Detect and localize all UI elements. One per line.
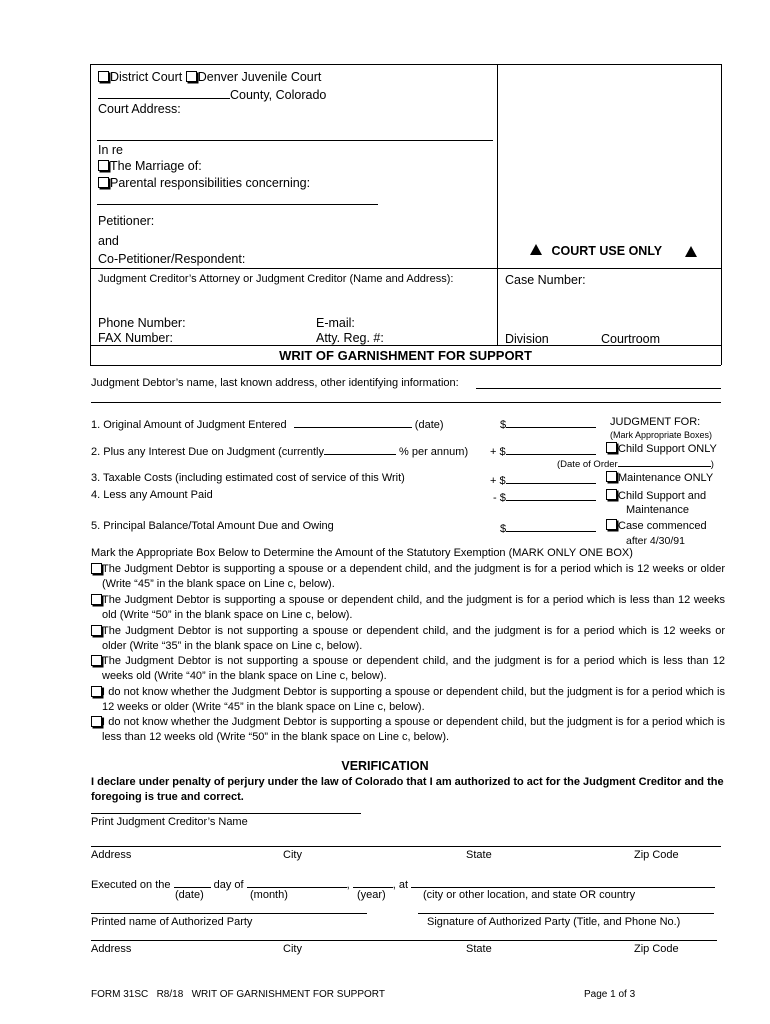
- interest-rate-field[interactable]: [324, 443, 396, 455]
- state-label: State: [466, 849, 492, 861]
- case-commenced-option: [606, 519, 707, 532]
- city-label: City: [283, 849, 302, 861]
- exemption-option: [91, 715, 725, 745]
- parental-option: [98, 176, 310, 190]
- child-support-only-label: Child Support ONLY: [618, 443, 717, 455]
- form-title: WRIT OF GARNISHMENT FOR SUPPORT: [279, 348, 532, 363]
- line1-date-label: (date): [414, 419, 444, 431]
- exemption-text: The Judgment Debtor is not supporting a spouse or dependent child, and the judgment is for a period which is less than 12 weeks old (Write “40” in the blank space on Line c, below).: [102, 655, 725, 682]
- judgment-for-label: JUDGMENT FOR:: [610, 416, 701, 428]
- exemption-option: [91, 654, 725, 684]
- after-date-label: after 4/30/91: [626, 535, 685, 547]
- date-of-order: [557, 457, 714, 470]
- exemption-text: I do not know whether the Judgment Debtor is supporting a spouse or dependent child, but the judgment is for a period which is 12 weeks or older (Write “45” in the blank space on Line c, below).: [102, 686, 725, 713]
- marriage-label: The Marriage of:: [110, 159, 202, 173]
- comma: ,: [392, 879, 396, 891]
- dollar-sign: $: [500, 419, 507, 431]
- verification-declaration: I declare under penalty of perjury under the law of Colorado that I am authorized to act for the Judgment Creditor and the foregoing is true and correct.: [91, 776, 724, 803]
- child-support-only-option: [606, 442, 717, 455]
- mark-boxes-note: (Mark Appropriate Boxes): [610, 430, 713, 440]
- line5-label: 5. Principal Balance/Total Amount Due and Owing: [91, 520, 334, 532]
- footer-form-id: FORM 31SC R8/18 WRIT OF GARNISHMENT FOR SUPPORT: [91, 989, 385, 1000]
- case-number-label: Case Number:: [505, 273, 586, 287]
- address-label: Address: [91, 943, 132, 955]
- petitioner-label: Petitioner:: [98, 214, 155, 228]
- and-label: and: [98, 234, 119, 248]
- respondent-label: Co-Petitioner/Respondent:: [98, 252, 246, 266]
- line3-label: 3. Taxable Costs (including estimated cost of service of this Writ): [91, 472, 405, 484]
- court-selection: [98, 70, 321, 84]
- debtor-label: Judgment Debtor’s name, last known address, other identifying information:: [91, 377, 459, 389]
- child-support-and-option: [606, 489, 706, 502]
- line1-amount-field[interactable]: [506, 416, 596, 428]
- line3-amount: [490, 472, 596, 487]
- printed-name-field[interactable]: [91, 913, 367, 914]
- exemption-heading: Mark the Appropriate Box Below to Determine the Amount of the Statutory Exemption (MARK ONLY ONE BOX): [91, 547, 633, 559]
- address-field[interactable]: [91, 846, 721, 847]
- parties-field[interactable]: [97, 204, 378, 205]
- parental-label: Parental responsibilities concerning:: [110, 176, 311, 190]
- line2-amount-field[interactable]: [506, 443, 596, 455]
- parental-checkbox[interactable]: [98, 177, 109, 188]
- line4-label: 4. Less any Amount Paid: [91, 489, 213, 501]
- party-address-field[interactable]: [91, 940, 717, 941]
- date-caption: (date): [175, 889, 204, 901]
- exemption-text: The Judgment Debtor is supporting a spouse or dependent child, and the judgment is for a period which is less than 12 weeks old (Write “50” in the blank space on Line c, below).: [102, 594, 725, 621]
- exemption-option: [91, 685, 725, 715]
- day-of-label: day of: [213, 879, 244, 891]
- case-commenced-label: Case commenced: [618, 520, 707, 532]
- phone-label: Phone Number:: [98, 316, 186, 330]
- dollar-sign: $: [500, 523, 507, 535]
- maintenance-only-checkbox[interactable]: [606, 471, 617, 482]
- exemption-checkbox[interactable]: [91, 716, 102, 727]
- line1-label: 1. Original Amount of Judgment Entered: [91, 419, 287, 431]
- line-2: [91, 443, 468, 458]
- plus-dollar: + $: [490, 475, 506, 487]
- courtroom-label: Courtroom: [601, 332, 661, 346]
- court-address-field[interactable]: [97, 140, 493, 141]
- marriage-option: [98, 159, 202, 173]
- maintenance-label: Maintenance: [626, 504, 689, 516]
- exemption-text: I do not know whether the Judgment Debtor is supporting a spouse or dependent child, but the judgment is for a period which is less than 12 weeks old (Write “50” in the blank space on Line c, below).: [102, 716, 725, 743]
- child-support-and-checkbox[interactable]: [606, 489, 617, 500]
- atty-reg-label: Atty. Reg. #:: [316, 331, 384, 345]
- signature-label: Signature of Authorized Party (Title, and Phone No.): [427, 916, 681, 928]
- address-label: Address: [91, 849, 132, 861]
- creditor-name-field[interactable]: [91, 813, 361, 814]
- exemption-checkbox[interactable]: [91, 625, 102, 636]
- exec-month-field[interactable]: [247, 876, 347, 888]
- exec-year-field[interactable]: [353, 876, 393, 888]
- attorney-label: Judgment Creditor’s Attorney or Judgment Creditor (Name and Address):: [98, 273, 454, 285]
- exec-date-field[interactable]: [174, 876, 211, 888]
- county-label: County, Colorado: [230, 88, 327, 102]
- exemption-text: The Judgment Debtor is not supporting a spouse or dependent child, and the judgment is for a period which is 12 weeks or older (Write “35” in the blank space on Line c, below).: [102, 625, 725, 652]
- up-triangle-icon: [530, 244, 542, 255]
- email-label: E-mail:: [316, 316, 355, 330]
- print-name-label: Print Judgment Creditor’s Name: [91, 816, 248, 828]
- zip-label: Zip Code: [634, 943, 679, 955]
- maintenance-only-option: [606, 471, 713, 484]
- division-label: Division: [505, 332, 549, 346]
- fax-label: FAX Number:: [98, 331, 174, 345]
- exemption-text: The Judgment Debtor is supporting a spouse or a dependent child, and the judgment is for a period which is 12 weeks or older (Write “45” in the blank space on Line c, below).: [102, 563, 725, 590]
- line1-amount: [500, 416, 596, 431]
- printed-name-label: Printed name of Authorized Party: [91, 916, 253, 928]
- date-of-order-field[interactable]: [618, 457, 711, 467]
- debtor-field-line2[interactable]: [91, 402, 721, 403]
- footer-page-number: Page 1 of 3: [584, 989, 636, 1000]
- exemption-checkbox[interactable]: [91, 655, 102, 666]
- in-re-label: In re: [98, 143, 124, 157]
- location-caption: (city or other location, and state OR country: [423, 889, 636, 901]
- state-label: State: [466, 943, 492, 955]
- maintenance-only-label: Maintenance ONLY: [618, 472, 714, 484]
- line2-amount: [490, 443, 596, 458]
- zip-label: Zip Code: [634, 849, 679, 861]
- signature-field[interactable]: [418, 913, 714, 914]
- year-caption: (year): [357, 889, 386, 901]
- city-label: City: [283, 943, 302, 955]
- district-court-label: District Court: [110, 70, 183, 84]
- line-1: [91, 416, 444, 431]
- debtor-field[interactable]: [476, 388, 721, 389]
- marriage-checkbox[interactable]: [98, 160, 109, 171]
- line5-amount: [500, 520, 596, 535]
- at-label: at: [398, 879, 409, 891]
- line5-amount-field[interactable]: [506, 520, 596, 532]
- judgment-date-field[interactable]: [294, 416, 412, 428]
- child-support-only-checkbox[interactable]: [606, 442, 617, 453]
- exemption-option: [91, 593, 725, 623]
- court-use-only: [530, 244, 662, 258]
- line4-amount: [493, 489, 596, 504]
- court-address-label: Court Address:: [98, 102, 181, 116]
- county-field[interactable]: [98, 87, 230, 99]
- line2-label: 2. Plus any Interest Due on Judgment (currently: [91, 446, 324, 458]
- line2-rate-label: % per annum): [399, 446, 469, 458]
- exemption-option: [91, 624, 725, 654]
- plus-dollar: + $: [490, 446, 506, 458]
- date-of-order-close: ): [710, 459, 714, 470]
- executed-on-label: Executed on the: [91, 879, 171, 891]
- date-of-order-label: (Date of Order: [557, 459, 618, 470]
- exemption-checkbox[interactable]: [91, 594, 102, 605]
- exec-location-field[interactable]: [411, 876, 715, 888]
- minus-dollar: - $: [493, 492, 506, 504]
- county-line: [98, 87, 326, 102]
- exemption-option: [91, 562, 725, 592]
- case-commenced-checkbox[interactable]: [606, 519, 617, 530]
- line4-amount-field[interactable]: [506, 489, 596, 501]
- denver-juvenile-label: Denver Juvenile Court: [197, 70, 322, 84]
- denver-juvenile-checkbox[interactable]: [186, 71, 197, 82]
- month-caption: (month): [250, 889, 288, 901]
- court-use-only-label: COURT USE ONLY: [551, 244, 663, 258]
- up-triangle-icon: [685, 246, 697, 257]
- exemption-checkbox[interactable]: [91, 563, 102, 574]
- comma: ,: [346, 879, 350, 891]
- child-support-and-label: Child Support and: [618, 490, 707, 502]
- exemption-checkbox[interactable]: [91, 686, 102, 697]
- line3-amount-field[interactable]: [506, 472, 596, 484]
- verification-title: VERIFICATION: [341, 759, 429, 773]
- district-court-checkbox[interactable]: [98, 71, 109, 82]
